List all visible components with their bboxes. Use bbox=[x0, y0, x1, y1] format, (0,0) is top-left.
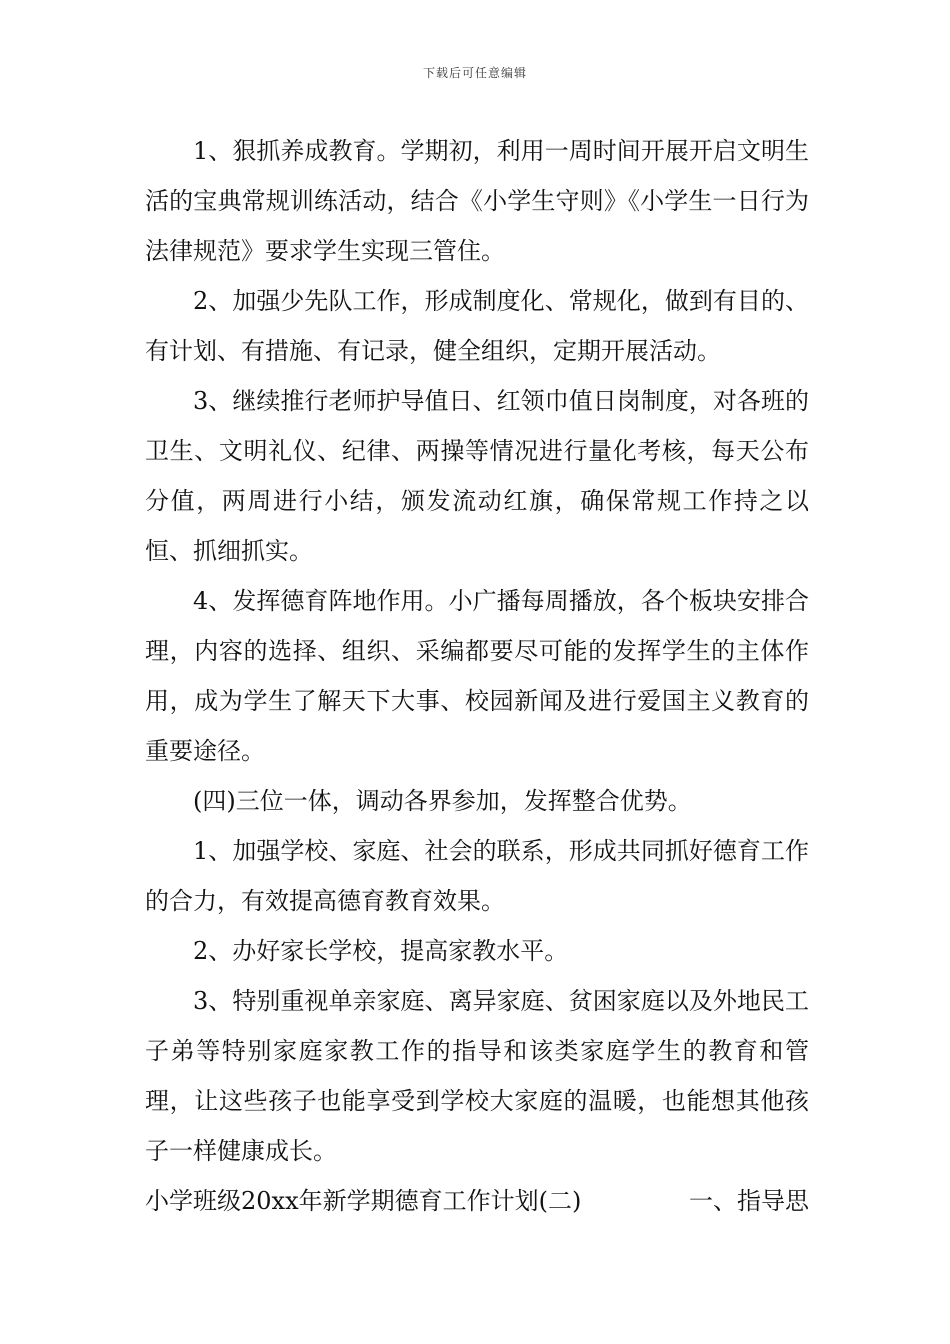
next-section-heading: 一、指导思 bbox=[689, 1187, 809, 1215]
paragraph-4: 4、发挥德育阵地作用。小广播每周播放，各个板块安排合理，内容的选择、组织、采编都要尽可能的发挥学生的主体作用，成为学生了解天下大事、校园新闻及进行爱国主义教育的重要途径。 bbox=[145, 587, 809, 765]
paragraph-1: 1、狠抓养成教育。学期初，利用一周时间开展开启文明生活的宝典常规训练活动，结合《小学生守则》《小学生一日行为法律规范》要求学生实现三管住。 bbox=[145, 137, 809, 265]
paragraph-7: 3、特别重视单亲家庭、离异家庭、贫困家庭以及外地民工子弟等特别家庭家教工作的指导和该类家庭学生的教育和管理，让这些孩子也能享受到学校大家庭的温暖，也能想其他孩子一样健康成长。 bbox=[145, 987, 809, 1165]
paragraph-6: 2、办好家长学校，提高家教水平。 bbox=[193, 937, 569, 965]
paragraph-5: 1、加强学校、家庭、社会的联系，形成共同抓好德育工作的合力，有效提高德育教育效果。 bbox=[145, 837, 809, 915]
next-plan-title: 小学班级20xx年新学期德育工作计划(二) bbox=[145, 1187, 582, 1215]
document-body bbox=[145, 126, 809, 1226]
paragraph-3: 3、继续推行老师护导值日、红领巾值日岗制度，对各班的卫生、文明礼仪、纪律、两操等情况进行量化考核，每天公布分值，两周进行小结，颁发流动红旗，确保常规工作持之以恒、抓细抓实。 bbox=[145, 387, 809, 565]
section-heading-4: (四)三位一体，调动各界参加，发挥整合优势。 bbox=[193, 787, 692, 815]
page-header-note: 下载后可任意编辑 bbox=[422, 66, 527, 80]
closing-line bbox=[145, 1176, 809, 1226]
paragraph-2: 2、加强少先队工作，形成制度化、常规化，做到有目的、有计划、有措施、有记录，健全组织，定期开展活动。 bbox=[145, 287, 809, 365]
